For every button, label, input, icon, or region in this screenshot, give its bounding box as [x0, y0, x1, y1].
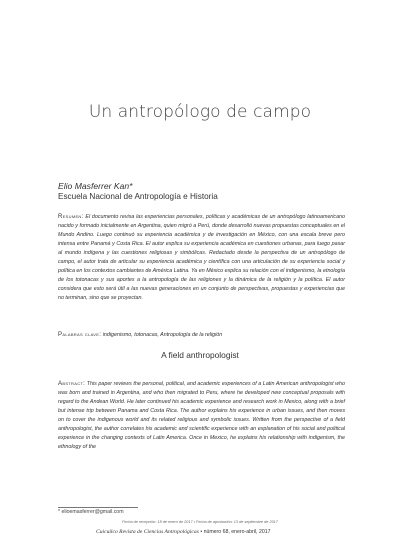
abstract-block	[58, 379, 345, 452]
keywords-block	[58, 331, 345, 338]
abstract-text: This paper reviews the personal, political, and academic experiences of a Latin American anthropologist who was born and trained in Argentina, and who then migrated to Peru, where he developed new conceptual proposals with regard to the Andean World. He later continued his academic experience and research work in Mexico, along with a brief but intense trip between Panama and Costa Rica. The author explains his experience in urban issues, and then moves on to cover the indigenous world and its related religious and symbolic issues. Written from the perspective of a field anthropologist, the author correlates his academic and scientific experience with an explanation of his social and political experience in the changing contexts of Latin America. Once in Mexico, he explains his relationship with indigenism, the ethnology of the	[58, 381, 345, 451]
author-name: Elio Masferrer Kan*	[58, 181, 133, 191]
english-title: A field anthropologist	[161, 350, 239, 360]
resumen-text: El documento revisa las experiencias personales, políticas y académicas de un antropólogo latinoamericano nacido y formado inicialmente en Argentina, quien migró a Perú, donde desarrolló nuevas propuestas conceptuales en el Mundo Andino. Luego continuó su experiencia académica y de investigación en México, con una escala breve pero intensa entre Panamá y Costa Rica. El autor explica su experiencia académica en cuestiones urbanas, para luego pasar al mundo indígena y las cuestiones religiosas y simbólicas. Redactado desde la perspectiva de un antropólogo de campo, el autor trata de articular su experiencia académica y científica con una articulación de su experiencia social y política en los contextos cambiantes de América Latina. Ya en México explica su relación con el indigenismo, la etnología de los totonacas y sus aportes a la antropología de las religiones y la dinámica de la religión y la política. El autor considera que esto será útil a las nuevas generaciones en un conjunto de perspectivas, propuestas y experiencias que no terminan, sino que se proyectan.	[58, 214, 345, 302]
footer-separator: •	[200, 529, 204, 535]
abstract-label: Abstract:	[58, 380, 86, 387]
journal-issue: número 68, enero-abril, 2017	[203, 529, 271, 535]
journal-footer	[96, 529, 270, 535]
resumen-block	[58, 212, 345, 303]
journal-name: Cuicuilco Revista de Ciencias Antropológicas	[96, 529, 199, 535]
resumen-label: Resumen:	[58, 213, 84, 220]
reception-dates: Fecha de recepción: 18 de enero de 2017 • Fecha de aprobación: 13 de septiembre de 2017	[122, 520, 278, 524]
author-affiliation: Escuela Nacional de Antropología e Historia	[58, 192, 218, 201]
footnote-rule	[58, 507, 138, 508]
keywords-label: Palabras clave:	[58, 331, 102, 338]
footnote-email: * elioemasferrer@gmail.com	[58, 509, 124, 515]
keywords-text: indigenismo, totonacas, Antropología de la religión	[102, 332, 223, 338]
article-title: Un antropólogo de campo	[88, 102, 312, 122]
